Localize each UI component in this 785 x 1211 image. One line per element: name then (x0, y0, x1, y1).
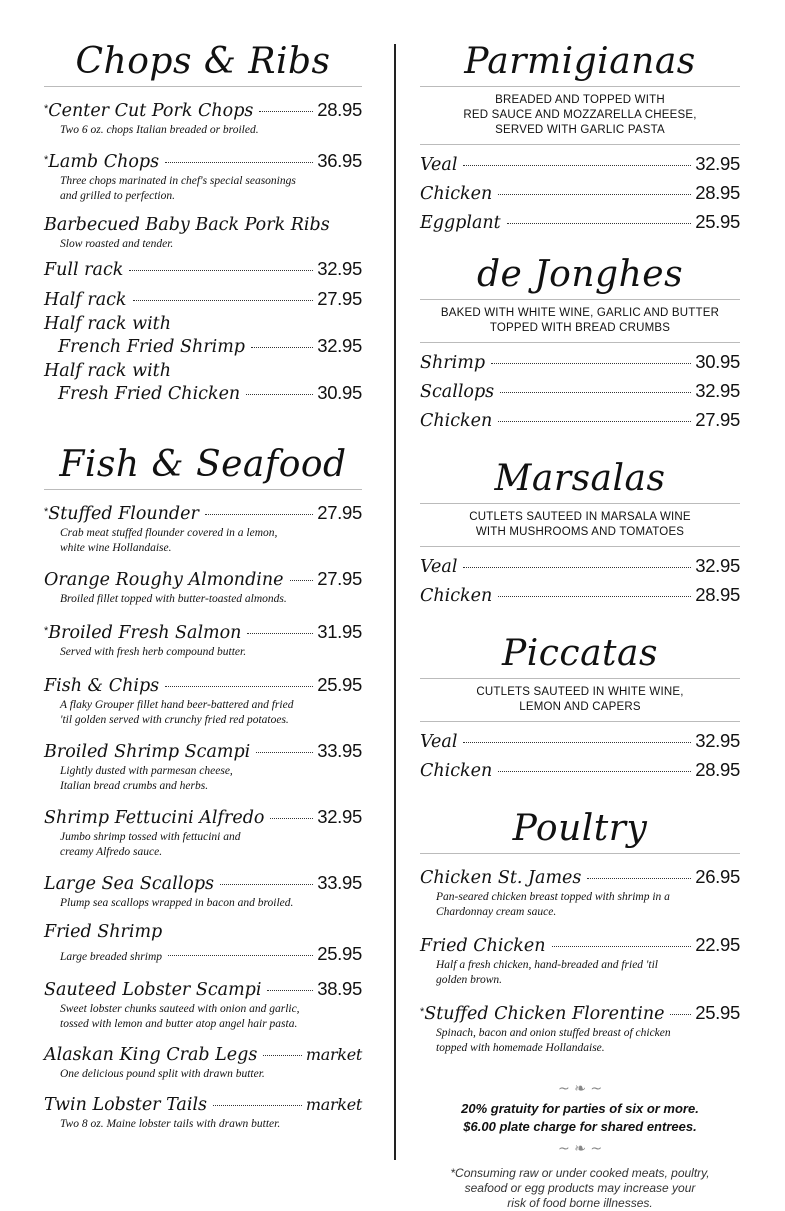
menu-item: Eggplant 25.95 (420, 211, 740, 233)
menu-item: *Broiled Fresh Salmon 31.95 (44, 621, 362, 643)
menu-item-desc: Half a fresh chicken, hand-breaded and fried 'til golden brown. (436, 959, 658, 986)
menu-item-desc: Crab meat stuffed flounder covered in a lemon, white wine Hollandaise. (60, 527, 278, 554)
menu-item: Veal 32.95 (420, 730, 740, 752)
menu-item-name: Barbecued Baby Back Pork Ribs (44, 215, 330, 235)
menu-item-desc: Two 6 oz. chops Italian breaded or broiled. (60, 124, 259, 136)
menu-item: Orange Roughy Almondine 27.95 (44, 568, 362, 590)
ornament-icon: ~ ❧ ~ (557, 1141, 603, 1157)
section-subhead: BAKED WITH WHITE WINE, GARLIC AND BUTTER TOPPED WITH BREAD CRUMBS (440, 307, 720, 334)
section-rule (420, 86, 740, 87)
menu-item: *Center Cut Pork Chops 28.95 (44, 99, 362, 121)
menu-item: Fresh Fried Chicken 30.95 (58, 382, 362, 404)
section-title-dejonghes: de Jonghes (476, 254, 684, 295)
menu-item: *Lamb Chops 36.95 (44, 150, 362, 172)
menu-item: French Fried Shrimp 32.95 (58, 335, 362, 357)
menu-item: Shrimp 30.95 (420, 351, 740, 373)
menu-item: *Stuffed Chicken Florentine 25.95 (420, 1002, 740, 1024)
menu-item: Fish & Chips 25.95 (44, 674, 362, 696)
menu-item-desc: Sweet lobster chunks sauteed with onion and garlic, tossed with lemon and butter atop angel hair pasta. (60, 1003, 300, 1030)
menu-item-desc: Pan-seared chicken breast topped with shrimp in a Chardonnay cream sauce. (436, 891, 670, 918)
menu-item-desc: Plump sea scallops wrapped in bacon and broiled. (60, 897, 294, 909)
menu-item-desc: Two 8 oz. Maine lobster tails with drawn butter. (60, 1118, 281, 1130)
menu-item: Chicken 28.95 (420, 759, 740, 781)
menu-item: Half rack 27.95 (44, 288, 362, 310)
menu-item: Chicken St. James 26.95 (420, 866, 740, 888)
ornament-icon: ~ ❧ ~ (557, 1081, 603, 1097)
menu-item: Chicken 27.95 (420, 409, 740, 431)
menu-item: Alaskan King Crab Legs market (44, 1045, 362, 1065)
menu-item-name: Half rack with (44, 361, 171, 381)
section-rule (420, 299, 740, 300)
menu-item: Scallops 32.95 (420, 380, 740, 402)
section-subhead: CUTLETS SAUTEED IN MARSALA WINE WITH MUSHROOMS AND TOMATOES (469, 511, 691, 538)
menu-item: Shrimp Fettucini Alfredo 32.95 (44, 806, 362, 828)
food-safety-warning: *Consuming raw or under cooked meats, poultry, seafood or egg products may increase your risk of food borne illnesses. (450, 1166, 710, 1210)
menu-item-desc: Spinach, bacon and onion stuffed breast of chicken topped with homemade Hollandaise. (436, 1027, 671, 1054)
menu-item-desc: Slow roasted and tender. (60, 238, 174, 250)
section-subhead: BREADED AND TOPPED WITH RED SAUCE AND MOZZARELLA CHEESE, SERVED WITH GARLIC PASTA (463, 94, 697, 136)
menu-item: Sauteed Lobster Scampi 38.95 (44, 978, 362, 1000)
section-title-piccatas: Piccatas (502, 633, 658, 674)
menu-item-name: Half rack with (44, 314, 171, 334)
menu-item-name: Fried Shrimp (44, 922, 163, 942)
menu-item: Chicken 28.95 (420, 182, 740, 204)
menu-item-desc: One delicious pound split with drawn butter. (60, 1068, 265, 1080)
menu-item: Twin Lobster Tails market (44, 1095, 362, 1115)
menu-item-desc: A flaky Grouper fillet hand beer-battered and fried 'til golden served with crunchy fried red potatoes. (60, 699, 294, 726)
section-title-parm: Parmigianas (464, 41, 696, 82)
menu-item: Large breaded shrimp 25.95 (60, 943, 362, 964)
menu-item: Full rack 32.95 (44, 258, 362, 280)
menu-item: Chicken 28.95 (420, 584, 740, 606)
section-title-marsalas: Marsalas (494, 458, 666, 499)
menu-item: *Stuffed Flounder 27.95 (44, 502, 362, 524)
menu-item-desc: Served with fresh herb compound butter. (60, 646, 247, 658)
menu-item-desc: Jumbo shrimp tossed with fettucini and creamy Alfredo sauce. (60, 831, 241, 858)
section-title-poultry: Poultry (512, 808, 648, 849)
gratuity-note: 20% gratuity for parties of six or more. $6.00 plate charge for shared entrees. (461, 1101, 699, 1134)
menu-item: Broiled Shrimp Scampi 33.95 (44, 740, 362, 762)
left-column (44, 0, 362, 1132)
section-title-chops: Chops & Ribs (75, 41, 331, 82)
section-rule (420, 503, 740, 504)
menu-item: Fried Chicken 22.95 (420, 934, 740, 956)
section-title-fish: Fish & Seafood (59, 444, 347, 485)
menu-item: Large Sea Scallops 33.95 (44, 872, 362, 894)
menu-item-desc: Broiled fillet topped with butter-toasted almonds. (60, 593, 287, 605)
section-rule (420, 678, 740, 679)
menu-item: Veal 32.95 (420, 555, 740, 577)
menu-item-desc: Three chops marinated in chef's special seasonings and grilled to perfection. (60, 175, 296, 202)
right-column (420, 0, 740, 1211)
menu-item: Veal 32.95 (420, 153, 740, 175)
column-divider (394, 44, 396, 1160)
section-subhead: CUTLETS SAUTEED IN WHITE WINE, LEMON AND CAPERS (476, 686, 684, 713)
menu-item-desc: Lightly dusted with parmesan cheese, Italian bread crumbs and herbs. (60, 765, 233, 792)
